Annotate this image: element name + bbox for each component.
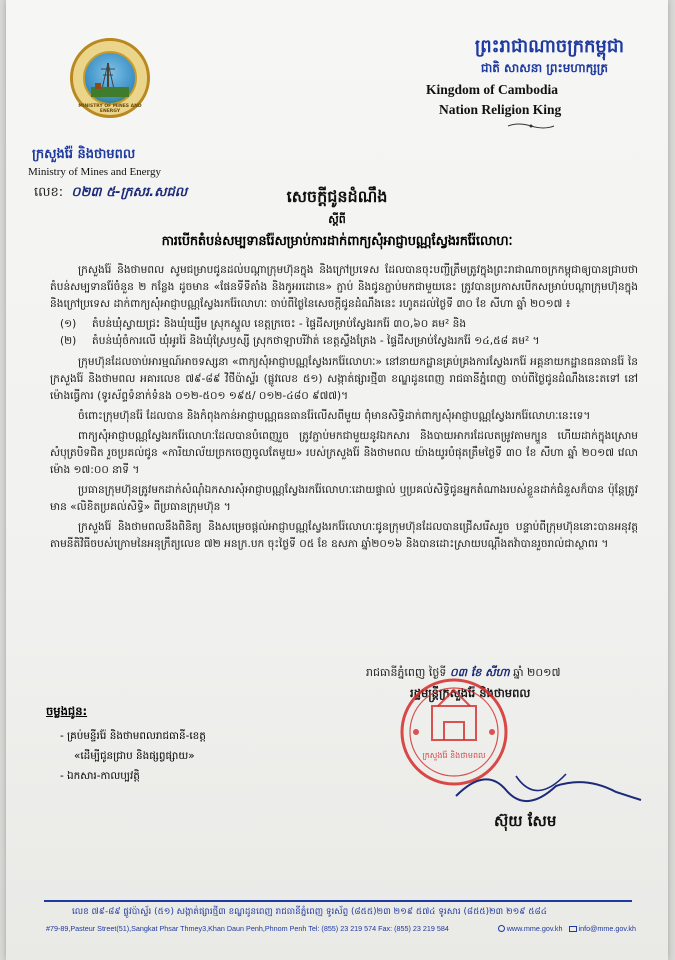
cc-item-note: «ដើម្បីជូនជ្រាប និងផ្សព្វផ្សាយ» xyxy=(74,750,195,762)
logo-emblem-icon xyxy=(83,51,137,105)
date-prefix: រាជធានីភ្នំពេញ ថ្ងៃទី xyxy=(366,666,447,679)
date-handwritten: ០៣ ខែ សីហា xyxy=(449,666,510,679)
cc-item: - គ្រប់មន្ទីររ៉ែ និងថាមពលរាជធានី-ខេត្ត xyxy=(60,730,206,742)
cc-list xyxy=(60,726,206,786)
paragraph-4: ពាក្យសុំអាជ្ញាបណ្ណស្វែងរករ៉ែលោហៈដែលបានបំពេញរួច ត្រូវភ្ជាប់មកជាមួយនូវឯកសារ និងបាយអាករដែលតម្រូវតាមក្បួន ហើយដាក់ក្នុងស្រោមសំបុត្របិទជិត រួចប្រគល់ជូន «ការិយាល័យច្រកចេញចូលតែមួយ» របស់ក្រសួងរ៉ែ និងថាមពល យ៉ាងយូរបំផុតត្រឹមថ្ងៃទី ៣០ ខែ សីហា ឆ្នាំ ២០១៧ វេលាម៉ោង ១៧:០០ នាទី ។ xyxy=(50,430,638,476)
ministry-name-kh: ក្រសួងរ៉ែ និងថាមពល xyxy=(32,147,136,162)
list-item xyxy=(60,333,638,350)
list-item-text: តំបន់ឃុំចំការលើ ឃុំអូររ៉ៃ និងឃុំស្រែឫស្សី ស្រុកថាឡាបរិវ៉ាត់ ខេត្តស្ទឹងត្រែង - ផ្ទៃដីសម្រាប់ស្វែងរករ៉ែ ១៤,៥៨ គម² ។ xyxy=(92,335,540,347)
motto-kh: ជាតិ សាសនា ព្រះមហាក្សត្រ xyxy=(480,61,608,75)
footer-divider xyxy=(44,900,632,902)
mail-icon xyxy=(569,926,577,932)
list-item xyxy=(60,316,638,333)
footer-address-en: #79-89,Pasteur Street(51),Sangkat Phsar Thmey3,Khan Daun Penh,Phnom Penh Tel: (855) 23 219 574 Fax: (855) 23 219 584 xyxy=(46,924,449,933)
paragraph-6: ក្រសួងរ៉ែ និងថាមពលនឹងពិនិត្យ និងសម្រេចផ្តល់អាជ្ញាបណ្ណស្វែងរករ៉ែលោហៈជូនក្រុមហ៊ុនដែលបានជ្រើសរើសរួច បន្ទាប់ពីក្រុមហ៊ុននោះបានអនុវត្តតាមនីតិវិធីចបស់ក្រោមនៃអនុក្រឹត្យលេខ ៧២ អនក្រ.បក ចុះថ្ងៃទី ០៥ ខែ ឧសភា ឆ្នាំ២០១៦ និងបានដោះស្រាយបណ្តឹងតវ៉ាបានរួចរាល់ជាស្ថាពរ ។ xyxy=(50,521,638,550)
paragraph-5: ប្រធានក្រុមហ៊ុនត្រូវមកដាក់សំណុំឯកសារសុំអាជ្ញាបណ្ណស្វែងរករ៉ែលោហៈដោយផ្ទាល់ ឬប្រគល់សិទ្ធិជូនអ្នកតំណាងរបស់ខ្លួនដាក់ជំនួសក៏បាន ប៉ុន្តែត្រូវមាន «លិខិតប្រគល់សិទ្ធិ» ពីប្រធានក្រុមហ៊ុន ។ xyxy=(50,484,638,513)
globe-icon xyxy=(498,925,505,932)
stamp-text: ក្រសួងរ៉ែ និងថាមពល xyxy=(422,751,486,760)
logo-caption: MINISTRY OF MINES AND ENERGY xyxy=(78,104,142,114)
notice-title: សេចក្តីជូនដំណឹង xyxy=(286,187,388,206)
date-suffix: ឆ្នាំ ២០១៧ xyxy=(513,666,561,679)
footer-web xyxy=(498,924,636,933)
motto-en: Nation Religion King xyxy=(439,102,562,117)
signature-icon xyxy=(446,756,646,816)
footer-contact xyxy=(46,924,636,933)
notice-subject: ការបើកតំបន់សម្បទានរ៉ែសម្រាប់ការដាក់ពាក្យសុំអាជ្ញាបណ្ណស្វែងរករ៉ែលោហៈ xyxy=(161,234,513,249)
website-link[interactable]: www.mme.gov.kh xyxy=(506,924,563,933)
paragraph-3: ចំពោះក្រុមហ៊ុនរ៉ែ ដែលបាន និងកំពុងកាន់អាជ្ញាបណ្ណធនធានរ៉ែលើសពីមួយ ពុំមានសិទ្ធិដាក់ពាក្យសុំអាជ្ញាបណ្ណស្វែងរករ៉ែលោហៈនេះទេ។ xyxy=(78,410,591,422)
signer-title: រដ្ឋមន្ត្រីក្រសួងរ៉ែ និងថាមពល xyxy=(410,686,531,700)
ministry-name-en: Ministry of Mines and Energy xyxy=(28,166,162,178)
list-item-text: តំបន់ឃុំស្វាយជ្រះ និងឃុំឃ្សឹម ស្រុកស្នួល ខេត្តក្រចេះ - ផ្ទៃដីសម្រាប់ស្វែងរករ៉ែ ៣០,៦០ គម² និង xyxy=(92,318,467,330)
list-item-number: (២) xyxy=(60,335,77,347)
ornament-icon xyxy=(506,122,556,130)
email-link[interactable]: info@mme.gov.kh xyxy=(578,924,636,933)
paragraph-2: ក្រុមហ៊ុនដែលចាប់អារម្មណ៍អាចទស្សនា «ពាក្យសុំអាជ្ញាបណ្ណស្វែងរករ៉ែលោហៈ» នៅនាយកដ្ឋានគ្រប់គ្រងការស្វែងរករ៉ែ អគ្គនាយកដ្ឋានធនធានរ៉ែ នៃក្រសួងរ៉ែ និងថាមពល អគារលេខ ៧៩-៨៩ វិថីប៉ាស្ទ័រ (ផ្លូវលេខ ៥១) សង្កាត់ផ្សារថ្មី៣ ខណ្ឌដូនពេញ រាជធានីភ្នំពេញ ចាប់ពីថ្ងៃជូនដំណឹងនេះតទៅ នៅម៉ោងធ្វើការ (ទូរស័ព្ទទំនាក់ទំនង ០១២-៥០១ ១៩៥/ ០១២-៤៨០ ៩៧៧)។ xyxy=(50,356,638,402)
kingdom-title-kh: ព្រះរាជាណាចក្រកម្ពុជា xyxy=(474,36,624,57)
reference-value: ០២៣ ៥-ក្រសរ.សជល xyxy=(71,185,188,200)
notice-title-block xyxy=(6,186,668,252)
kingdom-title-en: Kingdom of Cambodia xyxy=(426,82,559,97)
notice-body xyxy=(50,262,638,556)
letter-page xyxy=(6,0,668,960)
reference-label: លេខ: xyxy=(34,185,64,200)
cc-item: - ឯកសារ-កាលប្បវត្តិ xyxy=(60,770,140,782)
notice-title-about: ស្តីពី xyxy=(328,213,346,226)
signer-name: ស៊ុយ សែម xyxy=(494,812,557,830)
list-item-number: (១) xyxy=(60,318,77,330)
cc-title: ចម្លងជូន: xyxy=(46,704,88,718)
footer-address-kh: លេខ ៧៩-៨៩ ផ្លូវប៉ាស្ទ័រ (៥១) សង្កាត់ផ្សារថ្មី៣ ខណ្ឌដូនពេញ រាជធានីភ្នំពេញ ទូរស័ព្ទ (៨៥៥)២៣ ២១៩ ៥៧៤ ទូរសារ (៨៥៥)២៣ ២១៩ ៥៨៤ xyxy=(72,907,548,917)
paragraph-1: ក្រសួងរ៉ែ និងថាមពល សូមជម្រាបជូនដល់បណ្តាក្រុមហ៊ុនក្នុង និងក្រៅប្រទេស ដែលបានចុះបញ្ជីត្រឹមត្រូវក្នុងព្រះរាជាណាចក្រកម្ពុជាឲ្យបានជ្រាបថា តំបន់សម្បទានរ៉ែចំនួន ២ កន្លែង ដូចមាន «ផែនទីទីតាំង និងកូអរដោនេ» ភ្ជាប់ និងជូនភ្ជាប់មកជាមួយនេះ ត្រូវបានប្រកាសបើកសម្រាប់បណ្តាក្រុមហ៊ុនក្នុង និងក្រៅប្រទេស ដាក់ពាក្យសុំអាជ្ញាបណ្ណស្វែងរករ៉ែលោហៈ ចាប់ពីថ្ងៃនៃសេចក្តីជូនដំណឹងនេះ រហូតដល់ថ្ងៃទី ៣០ ខែ សីហា ឆ្នាំ ២០១៧ ៖ xyxy=(50,264,638,310)
ministry-logo xyxy=(70,38,150,118)
